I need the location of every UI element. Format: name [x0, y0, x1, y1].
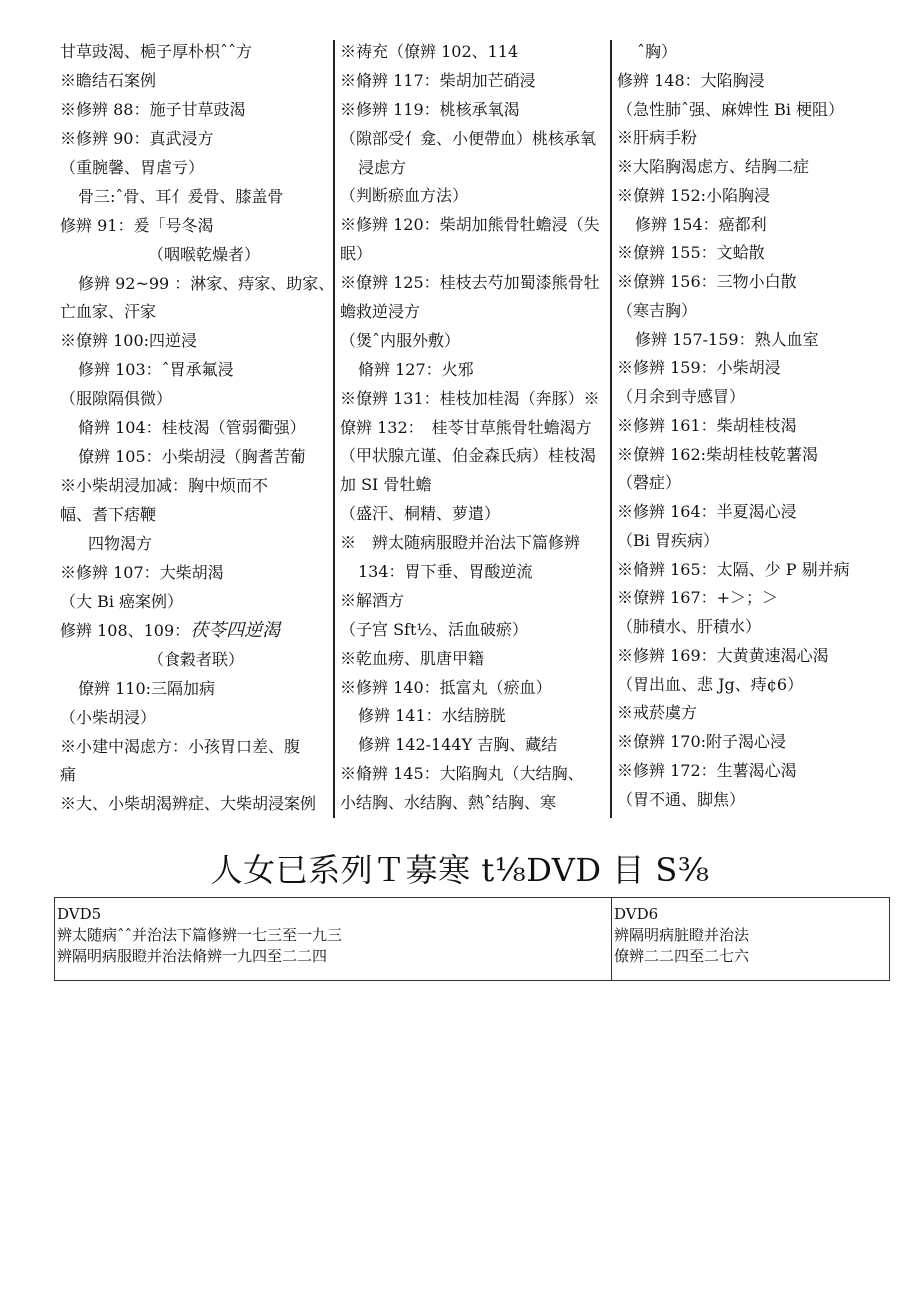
line-text: ※祷充（僚辨 102、114 [340, 42, 519, 61]
text-line [617, 385, 907, 410]
text-line [340, 704, 610, 729]
line-text: ˆ胸） [637, 42, 678, 61]
line-text: 僚辨 132： 桂苓甘草熊骨牡蟾渴方 [340, 417, 592, 437]
line-text: 四物渴方 [88, 533, 153, 553]
text-line [617, 443, 907, 468]
line-text: 亡血家、汗家 [60, 302, 157, 322]
text-line [340, 213, 610, 238]
line-text: ※僚辨 162:柴胡桂枝乾薯渴 [617, 444, 819, 464]
line-text: ※脩辨 145：大陷胸丸（大结胸、 [340, 764, 584, 784]
line-text: 脩辨 127：火邪 [358, 359, 474, 379]
line-text: ※肝病手粉 [617, 128, 698, 148]
line-text: （煲ˆ内服外敷） [340, 330, 461, 350]
line-text: （Bi 胃疾病） [617, 530, 719, 550]
line-text: ※脩辨 165：太隔、少 P 剔并病 [617, 559, 850, 579]
text-line [340, 733, 610, 758]
line-text: ※僚辨 155：文蛤散 [617, 243, 765, 263]
line-text: 修辨 142-144Y 吉胸、藏结 [358, 735, 558, 755]
text-line [60, 156, 332, 181]
text-line [60, 387, 332, 412]
dvd5-title: DVD5 [57, 905, 102, 923]
dvd6-line: 辨隔明病脏瞪并治法 [614, 926, 750, 944]
text-line [617, 299, 907, 324]
text-line [60, 329, 332, 354]
text-line [60, 763, 332, 788]
text-line [617, 701, 907, 726]
line-text: 幅、耆下痞鞭 [60, 505, 157, 524]
line-text: （磬症） [617, 473, 682, 493]
text-line [60, 561, 332, 586]
text-line [60, 69, 332, 94]
line-text: 甘草豉渴、梔子厚朴枳ˆˆ方 [60, 42, 253, 61]
text-line [617, 184, 907, 209]
text-line [617, 328, 907, 353]
text-line [340, 416, 610, 441]
line-text: 浸虑方 [358, 157, 407, 177]
text-line [340, 589, 610, 614]
text-line [60, 648, 332, 673]
line-text: 修辨 157-159：熟人血室 [635, 329, 819, 349]
text-line [60, 243, 332, 268]
line-text: 修辨 154：癌都利 [635, 214, 767, 234]
text-line [340, 69, 610, 94]
text-line [340, 358, 610, 383]
text-line [340, 387, 610, 412]
dvd6-cell [612, 898, 889, 980]
text-line [340, 242, 610, 267]
line-text: （甲状腺亢谨、伯金森氏病）桂枝渴 [340, 446, 597, 466]
text-line [340, 329, 610, 354]
line-italic-text: 茯苓四逆渴 [190, 619, 281, 641]
text-line [340, 184, 610, 209]
line-text: 修辨 92~99 ：淋家、痔家、助家、 [78, 273, 335, 293]
line-text: ※僚辨 152:小陷胸浸 [617, 185, 771, 205]
text-line [60, 40, 332, 65]
text-line [617, 529, 907, 554]
line-text: （肺積水、肝積水） [617, 617, 762, 636]
line-text: ※修辨 120：柴胡加熊骨牡蟾浸（失 [340, 215, 600, 235]
text-line [60, 503, 332, 528]
text-line [60, 590, 332, 615]
text-line [340, 560, 610, 585]
line-text: ※大陷胸渴虑方、结胸二症 [617, 157, 810, 176]
line-text: （大 Bi 癌案例） [60, 591, 184, 611]
text-line [617, 270, 907, 295]
line-text: ※僚辨 156：三物小白散 [617, 272, 797, 291]
column-divider [610, 40, 612, 818]
text-line [617, 356, 907, 381]
text-line [340, 98, 610, 123]
text-line [617, 759, 907, 784]
text-line [60, 474, 332, 499]
line-text: ※ 辨太随病服瞪并治法下篇修辨 [340, 533, 581, 553]
line-text: ※解酒方 [340, 590, 405, 610]
dvd-table [54, 897, 890, 981]
line-text: ※戒菸虞方 [617, 703, 698, 723]
text-line [340, 300, 610, 325]
dvd6-line: 僚辨二二四至二七六 [614, 947, 750, 965]
line-text: ※乾血痨、肌唐甲籍 [340, 648, 485, 668]
line-text: 134：胃下垂、胃酸逆流 [358, 562, 533, 582]
text-line [617, 414, 907, 439]
text-line [617, 730, 907, 755]
text-line [340, 156, 610, 181]
line-text: ※修辨 88：施子甘草豉渴 [60, 99, 246, 119]
line-text: （隙部受亻龛、小便帶血）桃核承氧 [340, 128, 597, 148]
text-line [340, 444, 610, 469]
text-line [60, 416, 332, 441]
dvd6-title: DVD6 [614, 905, 659, 923]
series-title-banner: 人女已系列Ｔ募寒 t⅛DVD 目 S⅜ [210, 851, 710, 889]
text-line [617, 788, 907, 813]
text-line [617, 586, 907, 611]
line-text: 修辨 91：爰「号冬渴 [60, 215, 214, 235]
line-text: （咽喉乾燥者） [148, 244, 261, 264]
line-text: 修辨 103：ˆ胃承氟浸 [78, 360, 234, 380]
text-line [60, 792, 332, 817]
line-text: （急性肺ˆ强、麻婢性 Bi 梗阻） [617, 99, 845, 119]
text-line [60, 706, 332, 731]
line-text: （服隙隔俱微） [60, 389, 173, 409]
text-line [617, 471, 907, 496]
text-line [60, 272, 335, 297]
line-text: ※修辨 119：桃核承氧渴 [340, 99, 520, 119]
line-text: 僚辨 105：小柴胡浸（胸耆苦葡 [78, 447, 306, 467]
line-text: （胃出血、悲 Jg、痔¢6） [617, 674, 804, 694]
line-text: 小结胸、水结胸、熱ˆ结胸、寒 [340, 793, 557, 813]
line-text: ※僚辨 100:四逆浸 [60, 331, 198, 351]
line-text: ※僚辨 170:附子渴心浸 [617, 732, 787, 751]
line-text: 修辨 108、109： [60, 620, 191, 640]
line-text: ※修辨 107：大柴胡渴 [60, 562, 224, 582]
dvd5-cell [55, 898, 612, 980]
text-line [60, 127, 332, 152]
text-line [340, 502, 610, 527]
text-line [60, 735, 332, 760]
line-text: ※修辨 90：真武浸方 [60, 128, 214, 148]
text-line [617, 673, 907, 698]
text-line [617, 213, 907, 238]
line-text: 眠） [340, 244, 373, 264]
line-text: ※修辨 172：生薯渴心渴 [617, 760, 797, 780]
line-text: 修辨 148：大陷胸浸 [617, 70, 765, 90]
line-text: 僚辨 110:三隔加病 [78, 678, 216, 698]
line-text: ※僚辨 125：桂枝去芍加蜀漆熊骨牡 [340, 273, 600, 293]
line-text: ※小建中渴虑方：小孩胃口差、腹 [60, 736, 301, 756]
line-text: （寒吉胸） [617, 300, 698, 320]
line-text: 修辨 141：水结膀胱 [358, 706, 506, 726]
text-line [60, 358, 332, 383]
line-text: 脩辨 104：桂枝渴（管弱衢强） [78, 418, 306, 438]
line-text: 骨三:ˆ骨、耳亻爰骨、膝盖骨 [78, 186, 284, 206]
line-text: ※修辨 159：小柴胡浸 [617, 358, 781, 378]
text-column-3 [617, 40, 907, 816]
text-line [340, 531, 610, 556]
line-text: （子宫 Sft½、活血破瘀） [340, 619, 528, 639]
text-line [340, 647, 610, 672]
text-line [340, 791, 610, 816]
line-text: （小柴胡浸） [60, 707, 157, 727]
text-line [340, 762, 610, 787]
line-text: （食穀者联） [148, 649, 245, 669]
text-line [617, 500, 907, 525]
line-text: ※僚辨 167：+＞；＞ [617, 588, 779, 608]
text-column-1 [60, 40, 335, 821]
line-text: ※小柴胡浸加减：胸中烦而不 [60, 476, 269, 496]
line-text: ※僚辨 131：桂枝加桂渴（奔豚）※ [340, 388, 600, 408]
line-text: （月余到寺感冒） [617, 387, 746, 406]
text-line [617, 615, 907, 640]
text-line [60, 300, 332, 325]
text-line [60, 532, 332, 557]
line-text: ※修辨 164：半夏渴心浸 [617, 502, 797, 521]
text-line [60, 214, 332, 239]
text-line [60, 677, 332, 702]
line-text: （胃不通、脚焦） [617, 789, 746, 809]
text-line [617, 98, 907, 123]
line-text: ※修辨 169：大黄黄速渴心渴 [617, 645, 829, 665]
line-text: ※修辨 140：抵富丸（瘀血） [340, 677, 552, 697]
line-text: ※瞻结石案例 [60, 70, 157, 90]
text-column-2 [340, 40, 610, 820]
text-line [340, 271, 610, 296]
line-text: ※脩辨 117：柴胡加芒硝浸 [340, 70, 536, 90]
dvd5-line: 辨太随病ˆˆ并治法下篇修辨一七三至一九三 [57, 926, 343, 944]
text-line [340, 40, 610, 65]
line-text: （盛汗、桐精、萝遣） [340, 504, 501, 524]
text-line [617, 69, 907, 94]
text-line [617, 126, 907, 151]
text-line [60, 619, 332, 644]
text-line [60, 445, 332, 470]
line-text: 痛 [60, 765, 77, 785]
line-text: （重腕馨、胃虐亏） [60, 157, 205, 177]
text-line [340, 473, 610, 498]
text-line [340, 618, 610, 643]
line-text: （判断瘀血方法） [340, 186, 469, 206]
text-line [340, 127, 610, 152]
text-line [60, 185, 332, 210]
line-text: ※修辨 161：柴胡桂枝渴 [617, 415, 797, 435]
column-divider [333, 40, 335, 818]
dvd5-line: 辨隔明病服瞪并治法脩辨一九四至二二四 [57, 947, 328, 965]
text-line [617, 241, 907, 266]
line-text: ※大、小柴胡渴辨症、大柴胡浸案例 [60, 794, 317, 814]
line-text: 蟾救逆浸方 [340, 302, 421, 322]
text-line [617, 644, 907, 669]
line-text: 加 SI 骨牡蟾 [340, 475, 432, 495]
text-line [617, 40, 907, 65]
text-line [340, 676, 610, 701]
text-line [617, 558, 907, 583]
text-line [617, 155, 907, 180]
text-line [60, 98, 332, 123]
